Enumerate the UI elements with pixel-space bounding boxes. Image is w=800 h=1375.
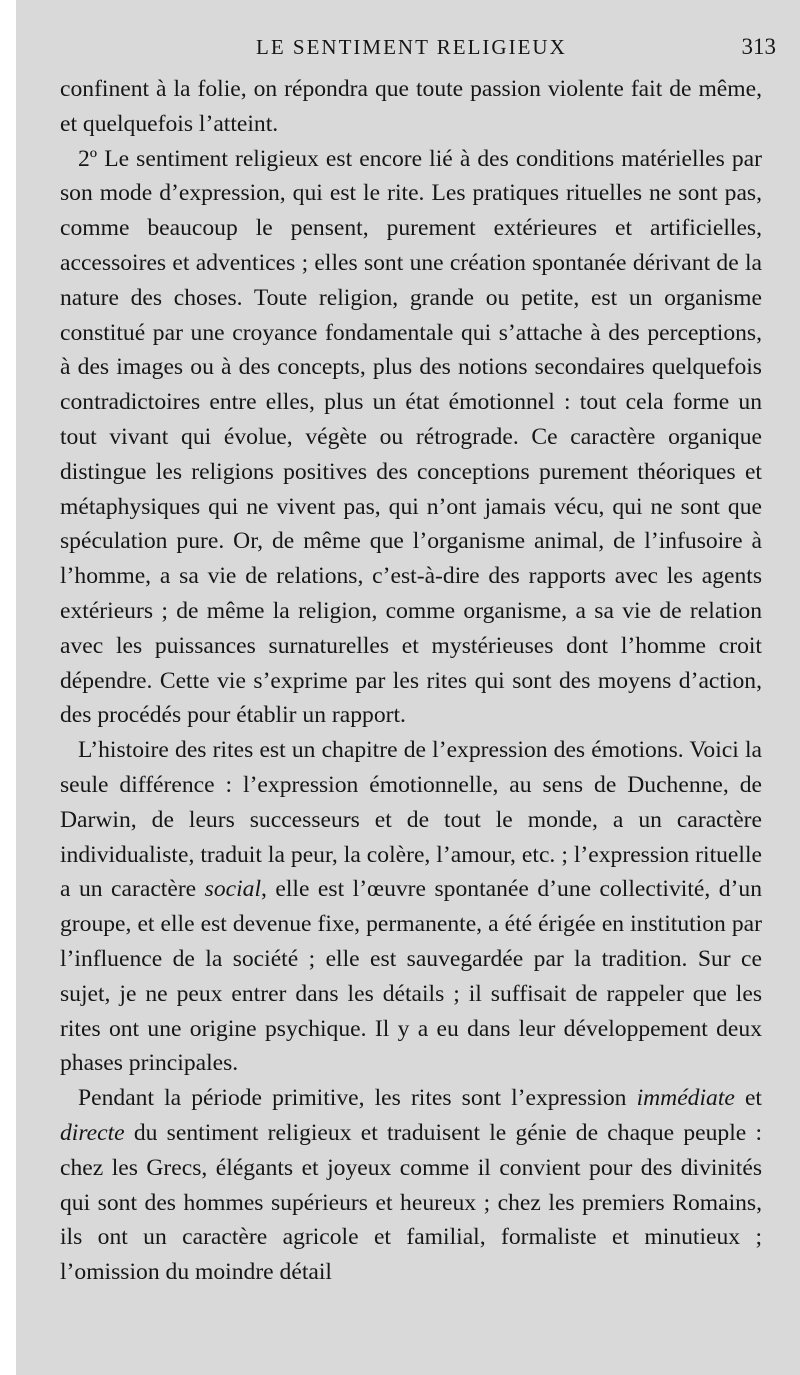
- paragraph-text: et: [734, 1085, 762, 1112]
- running-title: LE SENTIMENT RELIGIEUX: [256, 35, 567, 59]
- italic-word: immédiate: [636, 1085, 735, 1112]
- paragraph-text: , elle est l’œuvre spontanée d’une collectivité, d’un groupe, et elle est devenue fixe, permanente, a été érigée en institution par l’influence de la société ; elle est sauvegardée par la tradition. Sur ce sujet, je ne peux entrer dans les détails ; il suffisait de rappeler que les rites ont une origine psychique. Il y a eu dans leur développement deux phases principales.: [60, 876, 762, 1077]
- paragraph-text: du sentiment religieux et traduisent le génie de chaque peuple : chez les Grecs, élégants et joyeux comme il convient pour des divinités qui sont des hommes supérieurs et heureux ; chez les premiers Romains, ils ont un caractère agricole et familial, formaliste et minutieux ; l’omission du moindre détail: [60, 1119, 762, 1286]
- paragraph-history-of-rites: [60, 733, 762, 1081]
- paragraph-text: L’histoire des rites est un chapitre de l’expression des émotions. Voici la seule différence : l’expression émotionnelle, au sens de Duchenne, de Darwin, de leurs successeurs et de tout le monde, a un caractère individualiste, traduit la peur, la colère, l’amour, etc. ; l’expression rituelle a un caractère: [60, 737, 762, 903]
- italic-word: directe: [60, 1119, 125, 1146]
- paragraph-rite: [60, 142, 762, 734]
- body-text: [60, 72, 762, 1290]
- page-number: 313: [741, 34, 776, 59]
- running-header: [16, 32, 776, 62]
- italic-word: social: [204, 876, 261, 903]
- paragraph-text: Pendant la période primitive, les rites sont l’expression: [78, 1085, 637, 1112]
- paragraph-primitive-period: [60, 1081, 762, 1290]
- paragraph-text: 2º Le sentiment religieux est encore lié à des conditions matérielles par son mode d’expression, qui est le rite. Les pratiques rituelles ne sont pas, comme beaucoup le pensent, purement extérieures et artificielles, accessoires et adventices ; elles sont une création spontanée dérivant de la nature des choses. Toute religion, grande ou petite, est un organisme constitué par une croyance fondamentale qui s’attache à des perceptions, à des images ou à des concepts, plus des notions secondaires quelquefois contradictoires entre elles, plus un état émotionnel : tout cela forme un tout vivant qui évolue, végète ou rétrograde. Ce caractère organique distingue les religions positives des conceptions purement théoriques et métaphysiques qui ne vivent pas, qui n’ont jamais vécu, qui ne sont que spéculation pure. Or, de même que l’organisme animal, de l’infusoire à l’homme, a sa vie de relations, c’est-à-dire des rapports avec les agents extérieurs ; de même la religion, comme organisme, a sa vie de relation avec les puissances surnaturelles et mystérieuses dont l’homme croit dépendre. Cette vie s’exprime par les rites qui sont des moyens d’action, des procédés pour établir un rapport.: [60, 145, 762, 729]
- book-page: [16, 0, 800, 1375]
- paragraph-text: confinent à la folie, on répondra que toute passion violente fait de même, et quelquefois l’atteint.: [60, 76, 762, 137]
- paragraph-continuation: [60, 72, 762, 142]
